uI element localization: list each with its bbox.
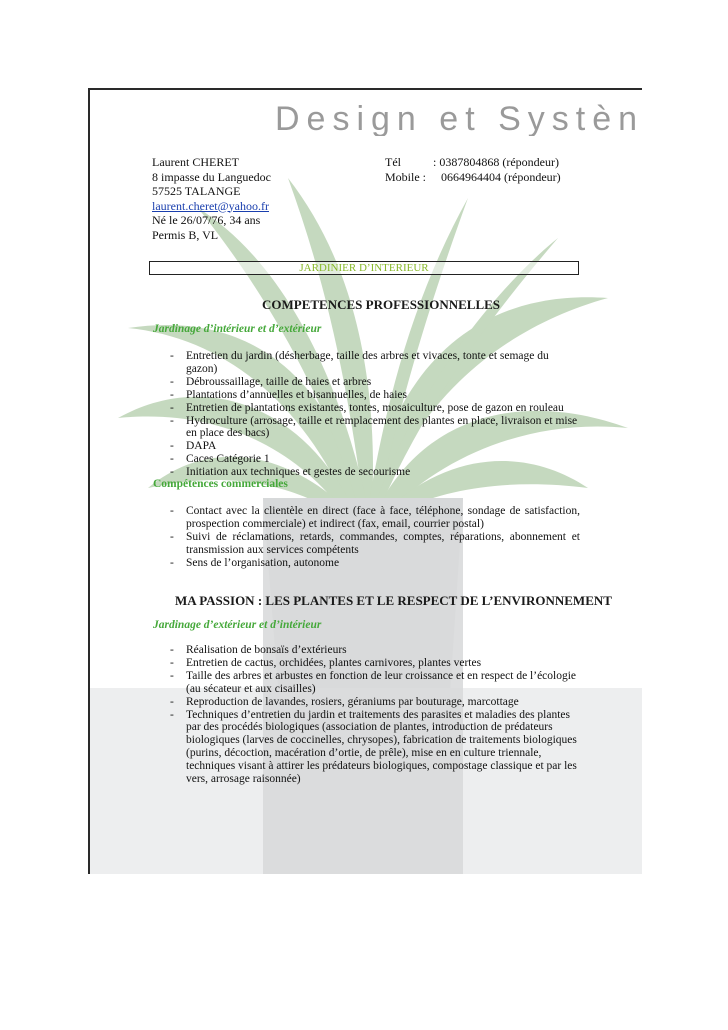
list-item: - DAPA: [170, 440, 580, 453]
page-top-border: [88, 88, 642, 90]
list-item: - Hydroculture (arrosage, taille et remplacement des plantes en place, livraison et mise en place des bacs): [170, 415, 580, 441]
list-item: - Reproduction de lavandes, rosiers, géraniums par bouturage, marcottage: [170, 696, 580, 709]
gardening-subheading: Jardinage d’intérieur et d’extérieur: [153, 323, 322, 335]
page-left-border: [88, 88, 90, 874]
tel-label: Tél: [385, 155, 401, 169]
contact-block: [152, 155, 271, 242]
contact-birth: Né le 26/07/76, 34 ans: [152, 213, 261, 227]
commercial-list: [170, 505, 580, 570]
passion-gardening-subheading: Jardinage d’extérieur et d’intérieur: [153, 619, 322, 631]
phone-block: [385, 155, 561, 184]
contact-license: Permis B, VL: [152, 227, 219, 242]
list-item: - Techniques d’entretien du jardin et traitements des parasites et maladies des plantes par des procédés biologiques (association de plantes, introduction de prédateurs biologiques (larves de coccinelles, chrysopes), fabrication de traitements biologiques (purins, décoction, macération d’ortie, de prêle), mise en en culture triennale, techniques visant à attirer les prédateurs biologiques, compostage classique et par les vers, arrosage raisonnée): [170, 709, 580, 786]
list-item: - Taille des arbres et arbustes en fonction de leur croissance et en respect de l’écologie (au sécateur et aux cisailles): [170, 670, 580, 696]
contact-name: Laurent CHERET: [152, 155, 239, 169]
list-item: - Contact avec la clientèle en direct (face à face, téléphone, sondage de satisfaction, prospection commerciale) et indirect (fax, email, courrier postal): [170, 505, 580, 531]
tel-value: : 0387804868 (répondeur): [433, 155, 559, 169]
list-item: - Entretien de plantations existantes, tontes, mosaiculture, pose de gazon en rouleau: [170, 402, 580, 415]
brand-header: Design et Systèn: [275, 100, 645, 136]
contact-address-city: 57525 TALANGE: [152, 184, 241, 198]
contact-address-street: 8 impasse du Languedoc: [152, 169, 271, 184]
commercial-subheading: Compétences commerciales: [153, 478, 288, 490]
list-item: - Entretien du jardin (désherbage, taille des arbres et vivaces, tonte et semage du gazon): [170, 350, 580, 376]
list-item: - Caces Catégorie 1: [170, 453, 580, 466]
passion-heading: MA PASSION : LES PLANTES ET LE RESPECT DE L’ENVIRONNEMENT: [175, 593, 612, 608]
competences-heading: COMPETENCES PROFESSIONNELLES: [262, 297, 501, 312]
mobile-value: 0664964404 (répondeur): [441, 169, 561, 184]
gardening-list: [170, 350, 580, 479]
passion-list: [170, 644, 580, 786]
list-item: - Entretien de cactus, orchidées, plantes carnivores, plantes vertes: [170, 657, 580, 670]
job-title-box: JARDINIER D’INTERIEUR: [149, 261, 579, 275]
list-item: - Initiation aux techniques et gestes de secourisme: [170, 466, 580, 479]
list-item: - Débroussaillage, taille de haies et arbres: [170, 376, 580, 389]
list-item: - Réalisation de bonsaïs d’extérieurs: [170, 644, 580, 657]
list-item: - Suivi de réclamations, retards, commandes, comptes, réparations, abonnement et transmission aux services compétents: [170, 531, 580, 557]
list-item: - Sens de l’organisation, autonome: [170, 557, 580, 570]
mobile-label: Mobile :: [385, 169, 426, 184]
email-link[interactable]: laurent.cheret@yahoo.fr: [152, 198, 269, 213]
list-item: - Plantations d’annuelles et bisannuelles, de haies: [170, 389, 580, 402]
